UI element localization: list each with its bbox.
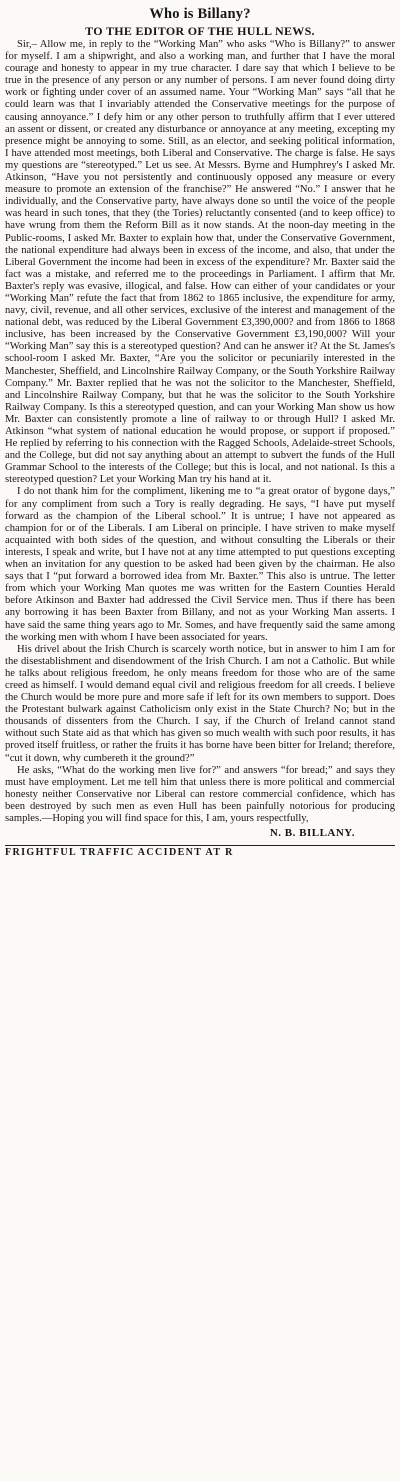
letter-paragraph-1: Sir,– Allow me, in reply to the “Working Man” who asks “Who is Billany?” to answer for myself. I am a shipwright, and also a working man, and further that I have the moral courage and honesty to appear in my true character. I dare say that which I believe to be true in the presence of any person or any number of persons. I am never found doing dirty work or fighting under cover of an assumed name. Your “Working Man” says “all that he could learn was that I invariably attended the Conservative meetings for the purpose of causing annoyance.” I defy him or any other person to truthfully affirm that I ever uttered an assent or dissent, or created any disturbance or annoyance at any meeting, excepting my presence might be annoying to some. Still, as an elector, and seeking political information, I have attended most meetings, both Liberal and Conservative. The charge is false. He says my questions are “stereotyped.” Let us see. At Messrs. Byrne and Humphrey's I asked Mr. Atkinson, “Have you not persistently and continuously opposed any measure or every measure to promote an extension of the franchise?” He answered “No.” I answer that he individually, and the Conservative party, have always done so until the voice of the people was heard in such tones, that they (the Tories) reluctantly consented (and to keep office) to have wrung from them the Reform Bill as it now stands. At the noon-day meeting in the Public-rooms, I asked Mr. Baxter to explain how that, under the Conservative Government, the national expenditure had always been in excess of the income, and also, that under the Liberal Government the income had been in excess of the expenditure? Mr. Baxter said the fact was a mistake, and referred me to the proceedings in Parliament. I affirm that Mr. Baxter's reply was evasive, illogical, and false. How can either of your candidates or your “Working Man” refute the fact that from 1862 to 1865 inclusive, the expenditure for army, navy, civil, revenue, and all other services, exclusive of the interest and management of the national debt, was reduced by the Liberal Government £3,390,000? and from 1866 to 1868 inclusive, has been increased by the Conservative Government £3,190,000? Will your “Working Man” say this is a stereotyped question? And can he answer it? At the St. James's school-room I asked Mr. Baxter, “Are you the solicitor or pecuniarily interested in the Manchester, Sheffield, and Lincolnshire Railway Company, or the South Yorkshire Railway Company.” Mr. Baxter replied that he was not the solicitor to the Manchester, Sheffield, and Lincolnshire Railway Company, but that he was the solicitor to the South Yorkshire Railway Company. Is this a stereotyped question, and can your Working Man show us how Mr. Baxter can consistently promote a line of railway to or through Hull? I asked Mr. Atkinson “what system of national education he would propose, or support if proposed.” He replied by referring to his connection with the Ragged Schools, Adelaide-street Schools, and the College, but did not say anything about an attempt to subvert the funds of the Hull Grammar School to the interests of the College; but this is local, and not national. Is this a stereotyped question? Let your Working Man try his hand at it. [5,39,395,486]
letter-paragraph-3: His drivel about the Irish Church is scarcely worth notice, but in answer to him I am for the disestablishment and disendowment of the Irish Church. I am not a Catholic. But while he talks about religious freedom, he only means freedom for those who are of the same creed as himself. I would demand equal civil and religious freedom for all creeds. I believe the Church would be more pure and more safe if left for its own members to support. Does the Protestant bulwark against Catholicism only exist in the State Church? No; but in the thousands of dissenters from the Church. I say, if the Church of Ireland cannot stand without such State aid as that which has given so much wealth with such poor results, it has proved itself fruitless, or rather the fruits it has borne have been bitter for Ireland; therefore, “cut it down, why cumbereth it the ground?” [5,643,395,764]
letter-paragraph-2: I do not thank him for the compliment, likening me to “a great orator of bygone days,” for any compliment from such a Tory is really degrading. He says, “I have put myself forward as the champion of the Liberal school.” It is untrue; I have not appeared as champion for or of the Liberals. I am Liberal on principle. I have striven to make myself acquainted with both sides of the question, and without consulting the Liberals or their interests, I speak and write, but I have not at any time attempted to put questions excepting when an invitation for any question to be asked had been given by the chairman. He also says that I “put forward a borrowed idea from Mr. Baxter.” This also is untrue. The letter from which your Working Man quotes me was written for the Eastern Counties Herald before Atkinson and Baxter had addressed the Civil Service men. Thus if there has been any borrowing it has been Baxter from Billany, and not as your Working Man asserts. I have said the same thing years ago to Mr. Somes, and have frequently said the same among the working men with whom I have been associated for years. [5,486,395,643]
letter-paragraph-4: He asks, “What do the working men live for?” and answers “for bread;” and says they must have employment. Let me tell him that unless there is more political and commercial honesty neither Conservative nor Liberal can restore commercial confidence, which has been destroyed by such men as even Hull has been painfully notorious for producing samples.—Hoping you will find space for this, I am, yours respectfully, [5,764,395,824]
article-subtitle: TO THE EDITOR OF THE HULL NEWS. [85,24,315,38]
article-divider [5,845,395,846]
letter-signature: N. B. BILLANY. [269,827,355,840]
next-article-heading: FRIGHTFUL TRAFFIC ACCIDENT AT R [5,847,234,859]
article-title: Who is Billany? [149,6,251,22]
